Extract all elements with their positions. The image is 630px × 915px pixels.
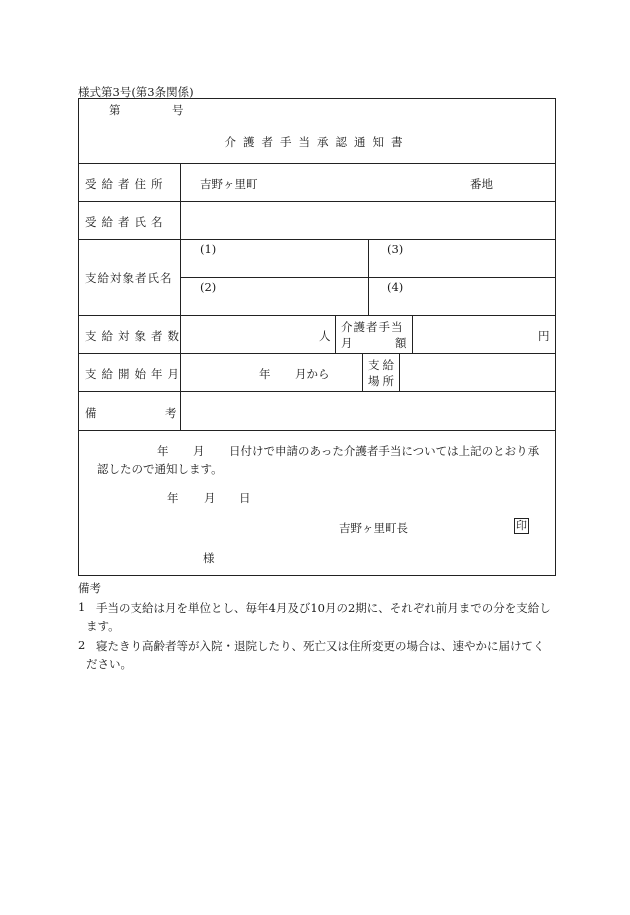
footnote-2-number: 2 (78, 638, 86, 652)
remarks-label-kou: 考 (165, 406, 177, 420)
address-town: 吉野ヶ里町 (200, 177, 258, 191)
start-tsuki-kara: 月から (295, 367, 330, 381)
footnote-1-number: 1 (78, 600, 86, 614)
count-unit: 人 (319, 329, 331, 343)
count-column-divider (412, 315, 413, 353)
row-divider (79, 430, 555, 431)
footnote-1-text-cont: ます。 (86, 619, 120, 633)
label-column-divider (180, 163, 181, 430)
monthly-amount-label-tsuki: 月 (341, 336, 353, 350)
monthly-amount-label: 介護者手当 (341, 320, 404, 334)
address-banchi: 番地 (470, 177, 493, 191)
date-nen: 年 (167, 491, 179, 505)
issuer-name: 吉野ヶ里町長 (339, 521, 408, 535)
row-divider (79, 391, 555, 392)
notice-line2: 認したので通知します。 (97, 462, 223, 476)
monthly-amount-yen: 円 (538, 329, 550, 343)
address-label: 受給者住所 (85, 177, 168, 191)
notice-nen: 年 (157, 444, 169, 458)
seal-stamp: 印 (516, 519, 527, 532)
row-divider (79, 163, 555, 164)
row-divider (79, 239, 555, 240)
row-divider (79, 201, 555, 202)
payment-place-label: 支給 (368, 358, 397, 372)
name-label: 受給者氏名 (85, 215, 168, 229)
target-column-divider (368, 239, 369, 315)
notice-line1: 日付けで申請のあった介護者手当については上記のとおり承 (229, 444, 540, 458)
start-column-divider (399, 353, 400, 391)
footnote-heading: 備考 (78, 581, 101, 595)
doc-no-go: 号 (172, 103, 184, 117)
notice-form (78, 98, 556, 576)
target-slot-1: (1) (200, 242, 217, 256)
start-column-divider (362, 353, 363, 391)
footnote-1-text: 手当の支給は月を単位とし、毎年4月及び10月の2期に、それぞれ前月までの分を支給し (96, 601, 551, 615)
count-label: 支給対象者数 (85, 329, 184, 343)
footnote-2-text: 寝たきり高齢者等が入院・退院したり、死亡又は住所変更の場合は、速やかに届けてく (96, 639, 545, 653)
footnote-2-text-cont: ださい。 (86, 657, 132, 671)
target-slot-2: (2) (200, 280, 217, 294)
remarks-label-bi: 備 (85, 406, 97, 420)
date-tsuki: 月 (204, 491, 216, 505)
doc-no-dai: 第 (109, 103, 121, 117)
form-number: 様式第3号(第3条関係) (78, 85, 194, 99)
start-nen: 年 (259, 367, 271, 381)
notice-tsuki: 月 (193, 444, 205, 458)
start-label: 支給開始年月 (85, 367, 184, 381)
date-hi: 日 (239, 491, 251, 505)
target-slot-3: (3) (387, 242, 404, 256)
recipient-sama: 様 (203, 551, 215, 565)
row-divider (79, 315, 555, 316)
document-title: 介護者手当承認通知書 (224, 135, 410, 149)
payment-place-label-2: 場所 (368, 374, 397, 388)
count-column-divider (335, 315, 336, 353)
targets-label: 支給対象者氏名 (85, 271, 173, 285)
target-slot-4: (4) (387, 280, 404, 294)
row-divider (79, 353, 555, 354)
monthly-amount-label-gaku: 額 (395, 336, 407, 350)
